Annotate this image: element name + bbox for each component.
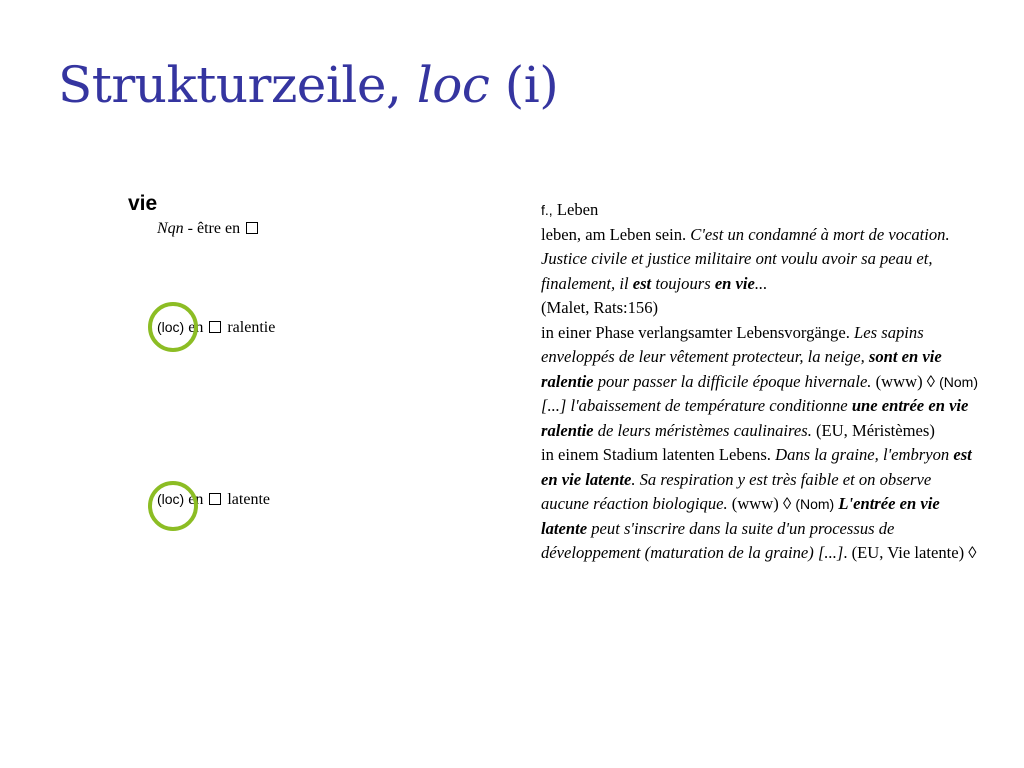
sense-1-example-b: est	[632, 273, 652, 293]
sense-3-source-2: . (EU, Vie latente) ◊	[843, 543, 977, 562]
line2-after: ralentie	[227, 319, 276, 336]
nqn-label: Nqn	[157, 220, 184, 237]
entry-headword: vie	[128, 192, 158, 215]
loc-label: (loc)	[157, 491, 185, 507]
sense-3-example-d: L'entrée en vie latente	[541, 494, 940, 538]
sense-1-example-c: toujours	[655, 273, 711, 293]
sense-3-example-c: . Sa respiration y est très faible et on observe aucune réaction biologique.	[541, 469, 932, 513]
sense-2-source-2: (EU, Méristèmes)	[816, 420, 935, 440]
sense-2-gloss: in einer Phase verlangsamter Lebensvorgänge.	[541, 322, 850, 342]
line1-text: - être en	[187, 220, 241, 237]
title-main: Strukturzeile,	[58, 56, 402, 114]
sense-2-example-d: [...] l'abaissement de température conditionne	[541, 396, 848, 415]
structure-line-1	[157, 220, 260, 238]
sense-2-example-b: sont en vie ralentie	[541, 347, 942, 391]
line2-before: en	[188, 319, 204, 336]
sense-2-example-c: pour passer la difficile époque hivernale.	[597, 371, 872, 391]
sense-1	[541, 223, 981, 321]
placeholder-box-icon	[246, 222, 258, 234]
gender-label: f.,	[541, 202, 553, 218]
slide-title	[58, 56, 558, 114]
line3-before: en	[188, 491, 204, 508]
headword-gloss: Leben	[556, 200, 599, 219]
placeholder-box-icon	[209, 493, 221, 505]
title-italic: loc	[416, 56, 490, 114]
sense-3-example-e: peut s'inscrire dans la suite d'un processus de développement (maturation de la graine) [...]	[541, 518, 895, 562]
sense-3-source-1: (www) ◊	[731, 494, 792, 513]
placeholder-box-icon	[209, 321, 221, 333]
sense-3-example-b: est en vie latente	[541, 445, 972, 489]
sense-2-example-e: une entrée en vie ralentie	[541, 396, 969, 440]
sense-1-example-d: en vie	[714, 273, 755, 293]
sense-3-example-a: Dans la graine, l'embryon	[775, 445, 950, 464]
sense-2-source-1: (www) ◊	[875, 371, 935, 391]
sense-1-source: (Malet, Rats:156)	[541, 298, 659, 317]
sense-1-example-a: C'est un condamné à mort de vocation. Justice civile et justice militaire ont voulu avoir sa peau et, finalement, il	[541, 224, 950, 293]
sense-2-nom: (Nom)	[939, 373, 979, 390]
sense-2-example-a: Les sapins enveloppés de leur vêtement protecteur, la neige,	[541, 322, 924, 366]
loc-label: (loc)	[157, 319, 185, 335]
sense-3-gloss: in einem Stadium latenten Lebens.	[541, 445, 771, 464]
sense-1-example-e: ...	[754, 273, 768, 293]
sense-3	[541, 443, 981, 566]
line3-after: latente	[227, 491, 270, 508]
highlight-circle-loc-2	[148, 481, 198, 531]
definitions-column	[541, 198, 981, 566]
sense-2	[541, 321, 981, 444]
sense-1-gloss: leben, am Leben sein.	[541, 224, 687, 244]
sense-3-nom: (Nom)	[795, 496, 835, 512]
highlight-circle-loc-1	[148, 302, 198, 352]
sense-2-example-f: de leurs méristèmes caulinaires.	[597, 420, 812, 440]
title-tail: (i)	[504, 56, 559, 114]
gender-gloss	[541, 198, 981, 223]
